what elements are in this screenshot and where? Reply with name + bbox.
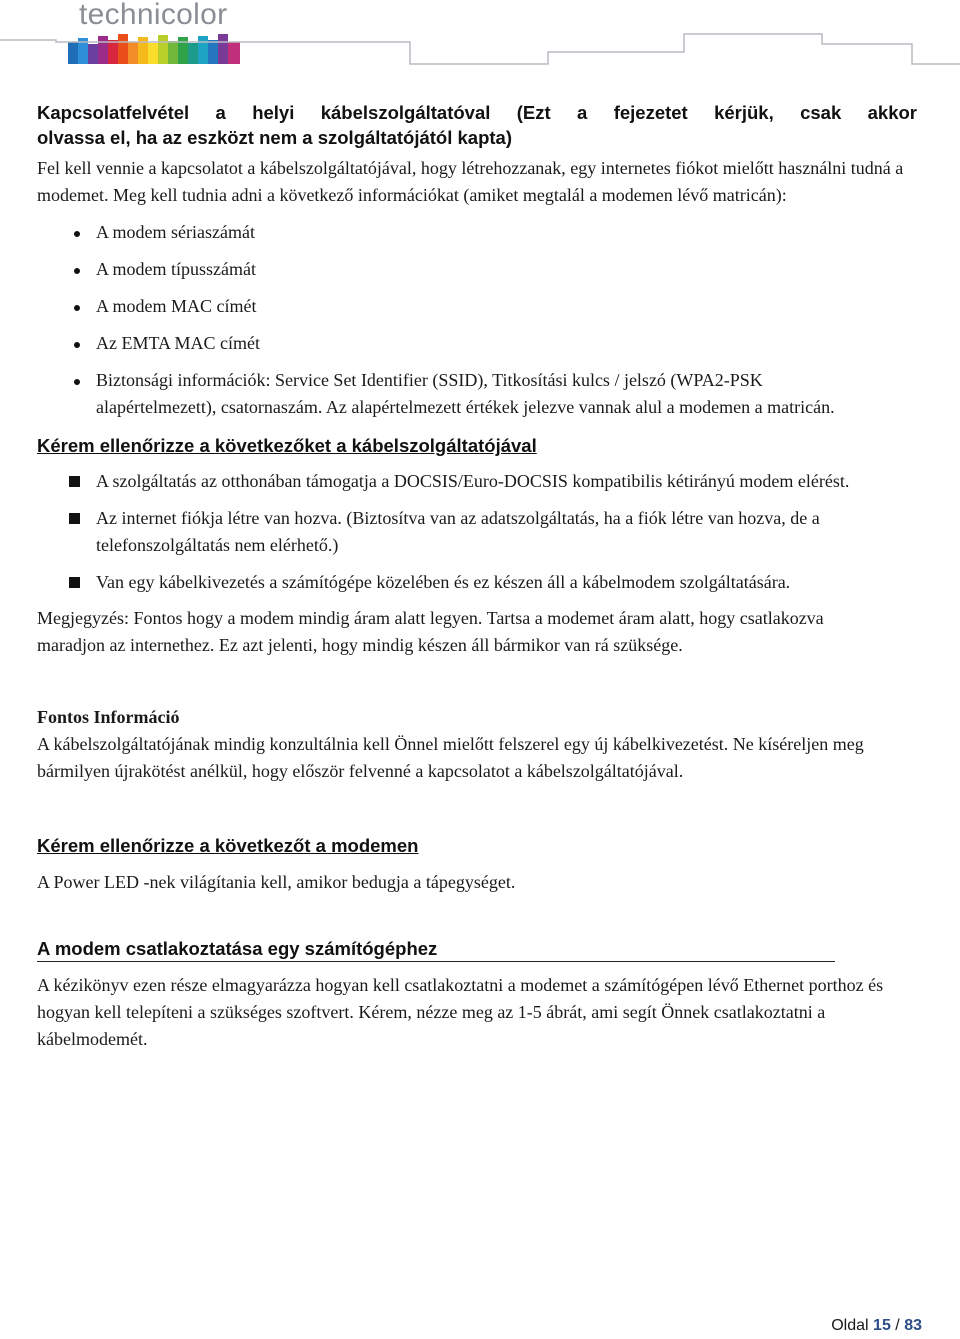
- total-pages: 83: [904, 1317, 922, 1334]
- page-number: Oldal 15 / 83: [831, 1317, 922, 1334]
- modem-check-paragraph: A Power LED -nek világítania kell, amikor bedugja a tápegységet.: [37, 872, 516, 892]
- section-heading-cont: olvassa el, ha az eszközt nem a szolgáltatójától kapta): [37, 127, 512, 148]
- note-paragraph: Megjegyzés: Fontos hogy a modem mindig áram alatt legyen. Tartsa a modemet áram alatt, hogy csatlakozva maradjon az internethez. Ez azt jelenti, hogy mindig készen áll bármikor van rá szüksége.: [37, 608, 824, 655]
- bullet-icon: [74, 305, 80, 311]
- square-bullet-icon: [69, 577, 80, 588]
- list-item: Biztonsági információk: Service Set Identifier (SSID), Titkosítási kulcs / jelszó (WPA2-PSK alapértelmezett), csatornaszám. Az alapértelmezett értékek jelezve vannak alul a modemen a matricán.: [37, 367, 917, 421]
- checklist: [37, 468, 917, 596]
- list-item: Az EMTA MAC címét: [37, 330, 917, 357]
- page-header: [0, 0, 960, 80]
- header-step-line: [0, 0, 960, 80]
- list-item: A modem MAC címét: [37, 293, 917, 320]
- section-contact-provider: [37, 100, 917, 421]
- section-important-info: [37, 704, 917, 785]
- intro-paragraph: Fel kell vennie a kapcsolatot a kábelszolgáltatójával, hogy létrehozzanak, egy internetes fiókot mielőtt használni tudná a modemet. Meg kell tudnia adni a következő információkat (amiket megtalál a modemen lévő matricán):: [37, 158, 904, 205]
- section-check-provider: [37, 433, 917, 659]
- section-heading: Kérem ellenőrizze a következőket a kábelszolgáltatójával: [37, 435, 537, 456]
- list-item: A modem típusszámát: [37, 256, 917, 283]
- connect-paragraph: A kézikönyv ezen része elmagyarázza hogyan kell csatlakoztatni a modemet a számítógépen lévő Ethernet porthoz és hogyan kell telepíteni a szükséges szoftvert. Kérem, nézze meg az 1-5 ábrát, ami segít Önnek csatlakoztatni a kábelmodemét.: [37, 975, 884, 1049]
- square-bullet-icon: [69, 513, 80, 524]
- section-heading: Kérem ellenőrizze a következőt a modemen: [37, 835, 419, 856]
- list-item: Az internet fiókja létre van hozva. (Biztosítva van az adatszolgáltatás, ha a fiók létre van hozva, de a telefonszolgáltatás nem elérhető.): [37, 505, 917, 559]
- required-info-list: [37, 219, 917, 421]
- section-heading: Kapcsolatfelvétel a helyi kábelszolgáltatóval (Ezt a fejezetet kérjük, csak akkor: [37, 102, 917, 123]
- list-item: Van egy kábelkivezetés a számítógépe közelében és ez készen áll a kábelmodem szolgáltatására.: [37, 569, 917, 596]
- bullet-icon: [74, 268, 80, 274]
- section-check-modem: [37, 833, 917, 896]
- heading-underline: [37, 961, 835, 962]
- important-paragraph: A kábelszolgáltatójának mindig konzultálnia kell Önnel mielőtt felszerel egy új kábelkivezetést. Ne kíséreljen meg bármilyen újrakötést anélkül, hogy először felvenné a kapcsolatot a kábelszolgáltatójával.: [37, 734, 864, 781]
- current-page: 15: [873, 1317, 891, 1334]
- list-item: A modem sériaszámát: [37, 219, 917, 246]
- brand-logo-text: technicolor: [79, 0, 228, 31]
- section-connect-computer: [37, 936, 917, 1053]
- list-item: A szolgáltatás az otthonában támogatja a DOCSIS/Euro-DOCSIS kompatibilis kétirányú modem elérést.: [37, 468, 917, 495]
- bullet-icon: [74, 379, 80, 385]
- section-heading: A modem csatlakoztatása egy számítógéphez: [37, 938, 438, 959]
- main-content: [37, 100, 917, 1053]
- section-heading: Fontos Információ: [37, 707, 180, 727]
- square-bullet-icon: [69, 476, 80, 487]
- bullet-icon: [74, 342, 80, 348]
- bullet-icon: [74, 231, 80, 237]
